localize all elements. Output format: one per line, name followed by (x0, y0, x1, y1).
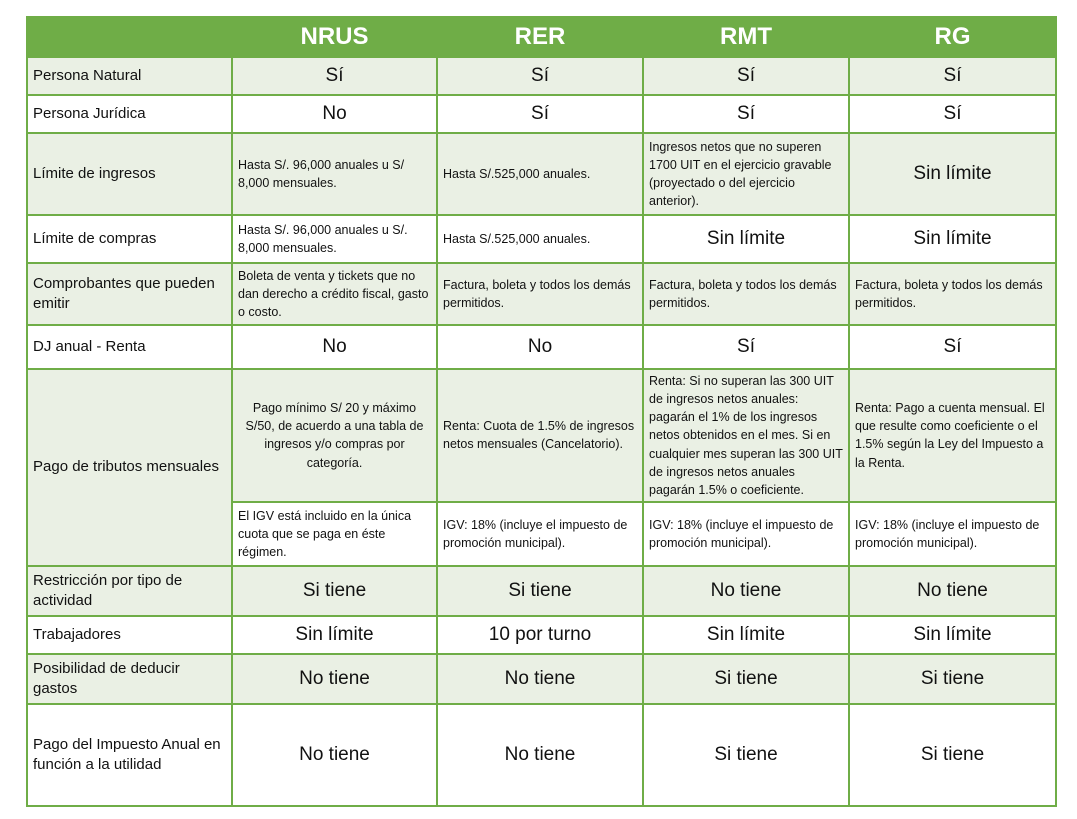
row-label: Posibilidad de deducir gastos (27, 654, 232, 704)
table-cell: Sí (849, 95, 1056, 133)
row-label: Límite de ingresos (27, 133, 232, 215)
header-row (27, 17, 1056, 57)
table-cell: Hasta S/.525,000 anuales. (437, 215, 643, 263)
table-row (27, 215, 1056, 263)
row-label: Restricción por tipo de actividad (27, 566, 232, 616)
header-empty (27, 17, 232, 57)
table-cell: Sin límite (643, 616, 849, 654)
row-label: Trabajadores (27, 616, 232, 654)
table-cell: Factura, boleta y todos los demás permitidos. (437, 263, 643, 325)
row-label: Pago del Impuesto Anual en función a la utilidad (27, 704, 232, 806)
table-cell: Factura, boleta y todos los demás permitidos. (849, 263, 1056, 325)
table-cell: IGV: 18% (incluye el impuesto de promoción municipal). (437, 502, 643, 566)
table-cell: Hasta S/. 96,000 anuales u S/. 8,000 mensuales. (232, 215, 437, 263)
table-cell: Si tiene (232, 566, 437, 616)
table-row (27, 369, 1056, 502)
row-label: DJ anual - Renta (27, 325, 232, 369)
table-cell: Renta: Si no superan las 300 UIT de ingresos netos anuales: pagarán el 1% de los ingresos netos obtenidos en el mes. Si en cualquier mes superan las 300 UIT de ingresos netos anuales pagarán 1.5% o coeficiente. (643, 369, 849, 502)
table-cell: Pago mínimo S/ 20 y máximo S/50, de acuerdo a una tabla de ingresos y/o compras por categoría. (232, 369, 437, 502)
table-row (27, 616, 1056, 654)
table-cell: IGV: 18% (incluye el impuesto de promoción municipal). (643, 502, 849, 566)
table-cell: Sin límite (643, 215, 849, 263)
table-row (27, 325, 1056, 369)
table-cell: IGV: 18% (incluye el impuesto de promoción municipal). (849, 502, 1056, 566)
table-row (27, 263, 1056, 325)
table-cell: Renta: Cuota de 1.5% de ingresos netos mensuales (Cancelatorio). (437, 369, 643, 502)
table-cell: Ingresos netos que no superen 1700 UIT en el ejercicio gravable (proyectado o del ejercicio anterior). (643, 133, 849, 215)
header-rer: RER (437, 17, 643, 57)
table-cell: Sí (643, 95, 849, 133)
regimes-comparison-table (26, 16, 1057, 807)
table-cell: Sí (437, 95, 643, 133)
table-row (27, 566, 1056, 616)
table-cell: Sí (643, 57, 849, 95)
row-label: Persona Jurídica (27, 95, 232, 133)
table-cell: Hasta S/. 96,000 anuales u S/ 8,000 mensuales. (232, 133, 437, 215)
table-cell: Sin límite (849, 616, 1056, 654)
row-label: Comprobantes que pueden emitir (27, 263, 232, 325)
table-cell: Si tiene (849, 704, 1056, 806)
table-cell: No tiene (232, 704, 437, 806)
table-cell: Si tiene (643, 704, 849, 806)
table-cell: Si tiene (437, 566, 643, 616)
header-rg: RG (849, 17, 1056, 57)
table-cell: 10 por turno (437, 616, 643, 654)
table-cell: No tiene (849, 566, 1056, 616)
table-cell: Si tiene (849, 654, 1056, 704)
table-cell: No (437, 325, 643, 369)
table-row (27, 704, 1056, 806)
table-cell: Factura, boleta y todos los demás permitidos. (643, 263, 849, 325)
row-label: Límite de compras (27, 215, 232, 263)
table-cell: Sí (437, 57, 643, 95)
table-cell: Si tiene (643, 654, 849, 704)
table-cell: No (232, 325, 437, 369)
table-cell: Hasta S/.525,000 anuales. (437, 133, 643, 215)
table-cell: Renta: Pago a cuenta mensual. El que resulte como coeficiente o el 1.5% según la Ley del Impuesto a la Renta. (849, 369, 1056, 502)
table-cell: Sin límite (849, 133, 1056, 215)
table-cell: Sin límite (849, 215, 1056, 263)
table-cell: No tiene (232, 654, 437, 704)
table-cell: Boleta de venta y tickets que no dan derecho a crédito fiscal, gasto o costo. (232, 263, 437, 325)
table-cell: Sí (849, 57, 1056, 95)
row-label: Pago de tributos mensuales (27, 369, 232, 566)
table-cell: Sin límite (232, 616, 437, 654)
row-label: Persona Natural (27, 57, 232, 95)
table-cell: No tiene (437, 654, 643, 704)
header-nrus: NRUS (232, 17, 437, 57)
header-rmt: RMT (643, 17, 849, 57)
table-row (27, 654, 1056, 704)
table-cell: Sí (232, 57, 437, 95)
table-cell: No (232, 95, 437, 133)
table-cell: Sí (849, 325, 1056, 369)
table-cell: No tiene (643, 566, 849, 616)
table-cell: El IGV está incluido en la única cuota que se paga en éste régimen. (232, 502, 437, 566)
table-cell: Sí (643, 325, 849, 369)
table-row (27, 57, 1056, 95)
table-row (27, 95, 1056, 133)
table-row (27, 133, 1056, 215)
table-cell: No tiene (437, 704, 643, 806)
